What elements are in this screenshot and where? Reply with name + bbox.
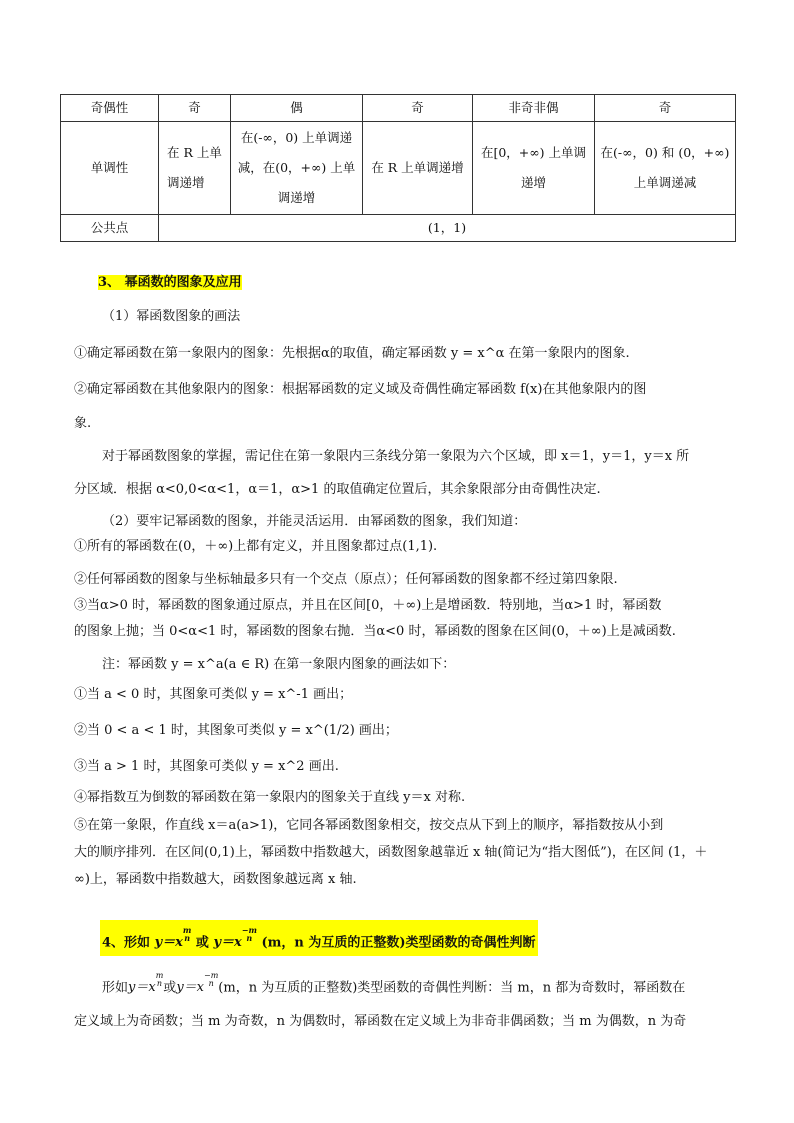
paragraph: ③当α>0 时，幂函数的图象通过原点，并且在区间[0，＋∞)上是增函数．特别地，当α>1 时，幂函数	[74, 598, 662, 613]
formula-y-x-neg-m-n: y＝x−m n	[213, 925, 257, 951]
text: 或	[163, 980, 177, 996]
note: 注：幂函数 y = x^a(a ∈ R) 在第一象限内图象的画法如下：	[102, 657, 456, 672]
table-cell: (1，1)	[159, 215, 736, 242]
table-cell: 在(-∞，0) 和 (0，+∞) 上单调递减	[595, 122, 736, 215]
paragraph: 象.	[74, 416, 92, 431]
text: (m，n 为互质的正整数)类型函数的奇偶性判断：当 m，n 都为奇数时，幂函数在	[218, 980, 686, 996]
heading-text: 4、形如	[102, 935, 151, 951]
table-cell: 在 R 上单调递增	[159, 122, 231, 215]
table-cell: 奇	[363, 95, 473, 122]
table-cell: 在[0，+∞) 上单调递增	[473, 122, 595, 215]
text: 形如	[102, 980, 129, 996]
table-row	[61, 215, 736, 242]
paragraph: 的图象上抛；当 0<α<1 时，幂函数的图象右抛．当α<0 时，幂函数的图象在区间(0，＋∞)上是减函数.	[74, 624, 676, 639]
list-item: 大的顺序排列．在区间(0,1)上，幂函数中指数越大，函数图象越靠近 x 轴(简记为“指大图低”)，在区间 (1，＋	[74, 845, 708, 860]
table-row	[61, 95, 736, 122]
list-item: ③当 a > 1 时，其图象可类似 y = x^2 画出.	[74, 759, 339, 774]
paragraph: 定义域上为奇函数；当 m 为奇数，n 为偶数时，幂函数在定义域上为非奇非偶函数；当 m 为偶数，n 为奇	[74, 1014, 687, 1029]
paragraph	[102, 972, 734, 995]
paragraph: ②任何幂函数的图象与坐标轴最多只有一个交点（原点）；任何幂函数的图象都不经过第四象限.	[74, 572, 618, 587]
paragraph: 对于幂函数图象的掌握，需记住在第一象限内三条线分第一象限为六个区域，即 x＝1，y＝1，y＝x 所	[102, 449, 690, 464]
paragraph: ②确定幂函数在其他象限内的图象：根据幂函数的定义域及奇偶性确定幂函数 f(x)在其他象限内的图	[74, 382, 647, 397]
formula-y-x-m-n: y＝xm n	[128, 971, 164, 996]
table-cell: 单调性	[61, 122, 159, 215]
section-heading	[100, 920, 538, 956]
table-cell: 非奇非偶	[473, 95, 595, 122]
formula-y-x-m-n: y＝xm n	[154, 925, 192, 951]
table-cell: 在(-∞，0) 上单调递减，在(0，+∞) 上单调递增	[231, 122, 363, 215]
paragraph: ①所有的幂函数在(0，＋∞)上都有定义，并且图象都过点(1,1).	[74, 539, 438, 554]
paragraph: ①确定幂函数在第一象限内的图象：先根据α的取值，确定幂函数 y = x^α 在第一象限内的图象.	[74, 346, 630, 361]
list-item: ①当 a < 0 时，其图象可类似 y = x^-1 画出；	[74, 687, 353, 702]
list-item: ∞)上，幂函数中指数越大，函数图象越远离 x 轴.	[74, 872, 357, 887]
table-cell: 公共点	[61, 215, 159, 242]
subheading: （1）幂函数图象的画法	[102, 309, 241, 324]
list-item: ⑤在第一象限，作直线 x＝a(a>1)，它同各幂函数图象相交，按交点从下到上的顺序，幂指数按从小到	[74, 818, 664, 833]
section-heading: 3、 幂函数的图象及应用	[98, 275, 242, 290]
heading-text: 或	[195, 935, 209, 951]
table-cell: 奇偶性	[61, 95, 159, 122]
table-cell: 奇	[595, 95, 736, 122]
power-function-properties-table	[60, 94, 736, 242]
table-cell: 奇	[159, 95, 231, 122]
table-cell: 偶	[231, 95, 363, 122]
table-row	[61, 122, 736, 215]
list-item: ④幂指数互为倒数的幂函数在第一象限内的图象关于直线 y＝x 对称.	[74, 790, 466, 805]
list-item: ②当 0 < a < 1 时，其图象可类似 y = x^(1/2) 画出；	[74, 723, 398, 738]
paragraph: 分区域．根据 α<0,0<α<1，α＝1，α>1 的取值确定位置后，其余象限部分由奇偶性决定.	[74, 482, 601, 497]
heading-text: (m，n 为互质的正整数)类型函数的奇偶性判断	[261, 935, 536, 951]
formula-y-x-neg-m-n: y＝x−m n	[176, 971, 219, 996]
subheading: （2）要牢记幂函数的图象，并能灵活运用．由幂函数的图象，我们知道：	[102, 514, 527, 529]
table-cell: 在 R 上单调递增	[363, 122, 473, 215]
